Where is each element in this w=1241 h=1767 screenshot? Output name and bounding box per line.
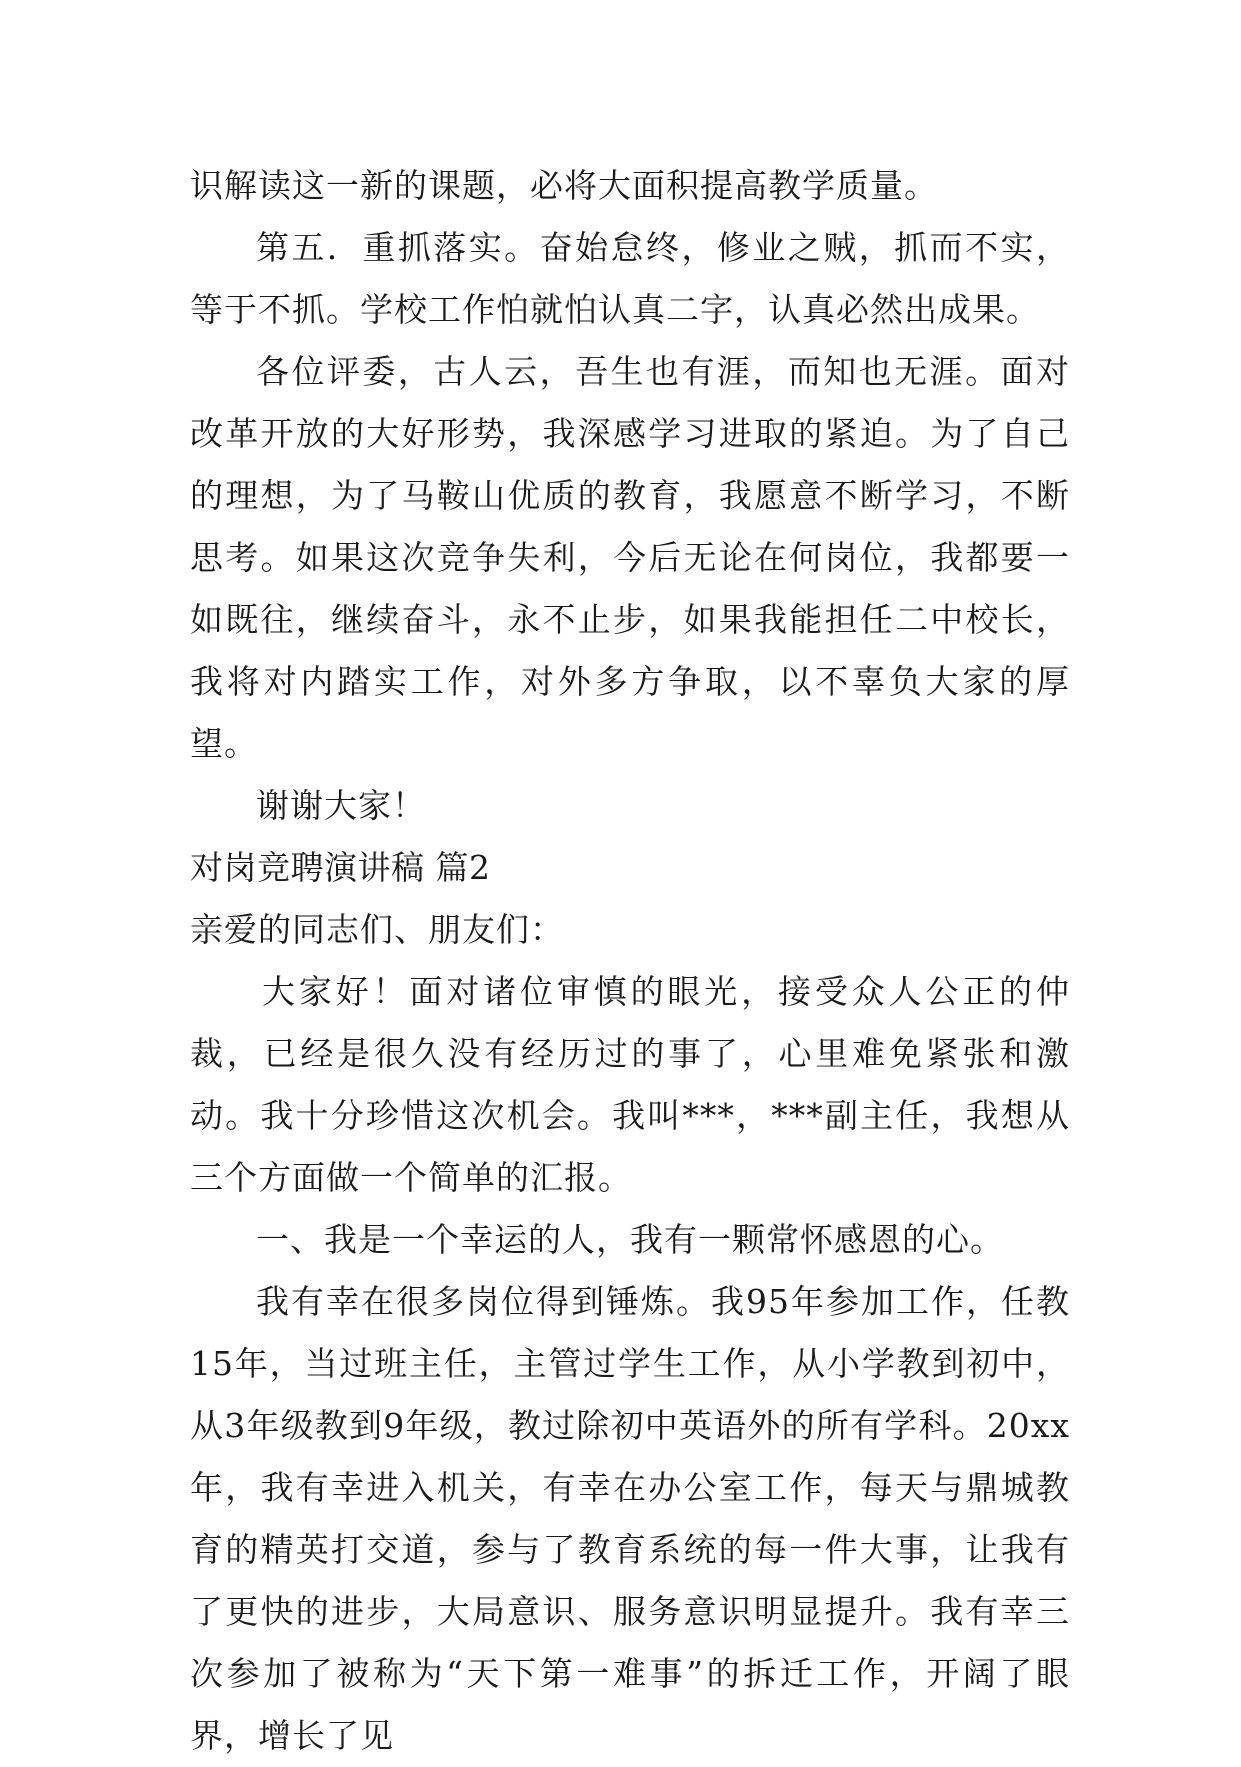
section-heading: 对岗竞聘演讲稿 篇2 (190, 848, 491, 887)
paragraph-6: 一、我是一个幸运的人，我有一颗常怀感恩的心。 (256, 1220, 1004, 1259)
paragraph-3: 各位评委，古人云，吾生也有涯，而知也无涯。面对改革开放的大好形势，我深感学习进取的紧迫。为了自己的理想，为了马鞍山优质的教育，我愿意不断学习，不断思考。如果这次竞争失利，今后无论在何岗位，我都要一如既往，继续奋斗，永不止步，如果我能担任二中校长，我将对内踏实工作，对外多方争取，以不辜负大家的厚望。 (190, 352, 1070, 763)
paragraph-7: 我有幸在很多岗位得到锤炼。我95年参加工作，任教15年，当过班主任，主管过学生工作，从小学教到初中，从3年级教到9年级，教过除初中英语外的所有学科。20xx年，我有幸进入机关，有幸在办公室工作，每天与鼎城教育的精英打交道，参与了教育系统的每一件大事，让我有了更快的进步，大局意识、服务意识明显提升。我有幸三次参加了被称为“天下第一难事”的拆迁工作，开阔了眼界，增长了见 (190, 1282, 1070, 1755)
paragraph-5: 大家好！面对诸位审慎的眼光，接受众人公正的仲裁，已经是很久没有经历过的事了，心里难免紧张和激动。我十分珍惜这次机会。我叫***，***副主任，我想从三个方面做一个简单的汇报。 (190, 972, 1070, 1197)
paragraph-1: 识解读这一新的课题，必将大面积提高教学质量。 (190, 166, 938, 205)
paragraph-2: 第五．重抓落实。奋始怠终，修业之贼，抓而不实，等于不抓。学校工作怕就怕认真二字，认真必然出成果。 (190, 228, 1070, 329)
paragraph-4: 谢谢大家！ (256, 786, 426, 825)
salutation: 亲爱的同志们、朋友们： (190, 910, 564, 949)
document-body (190, 155, 1070, 1767)
